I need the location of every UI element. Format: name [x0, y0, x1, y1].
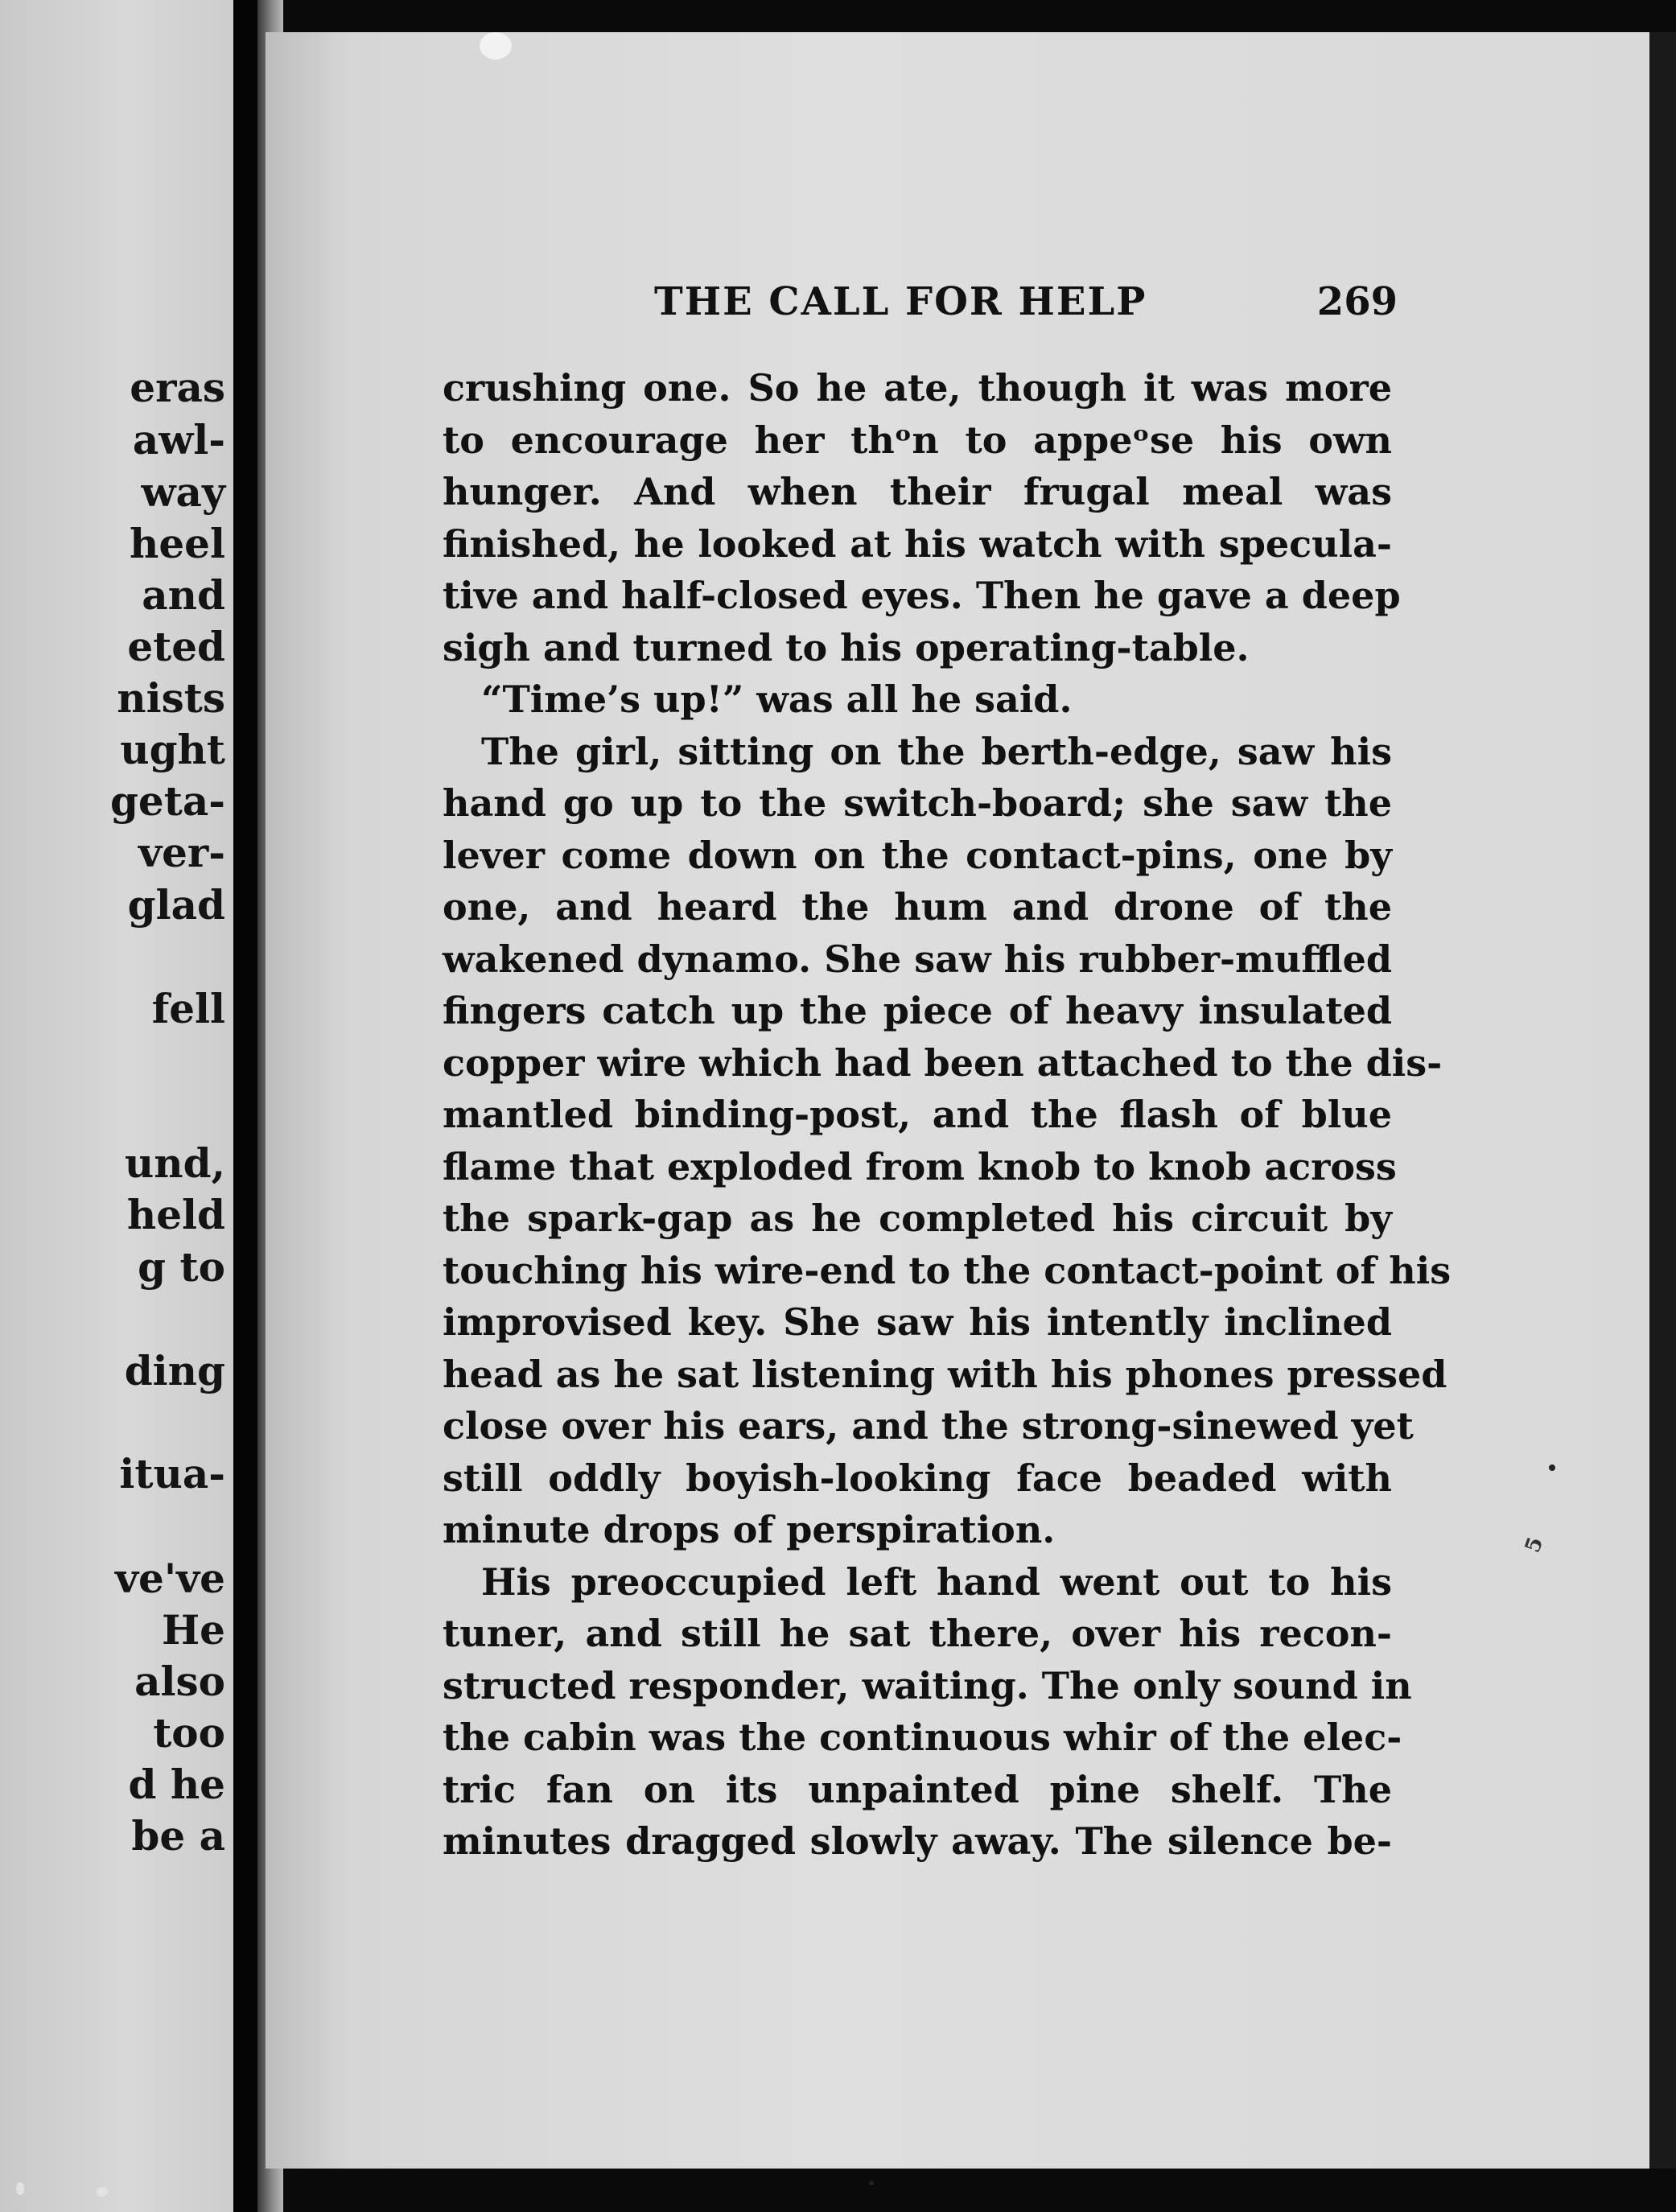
- text-line: wakened dynamo. She saw his rubber-muffled: [443, 937, 1392, 981]
- scan-speck: [16, 2182, 24, 2195]
- left-page-line: fell: [151, 985, 225, 1032]
- text-line: finished, he looked at his watch with specula-: [443, 521, 1392, 566]
- left-page-line: be a: [131, 1812, 225, 1860]
- text-line: head as he sat listening with his phones pressed: [443, 1352, 1447, 1396]
- scan-speck: [869, 2181, 874, 2185]
- left-page-line: and: [142, 571, 225, 619]
- text-line: lever come down on the contact-pins, one by: [443, 833, 1392, 877]
- text-line: flame that exploded from knob to knob across: [443, 1144, 1397, 1188]
- text-line: sigh and turned to his operating-table.: [443, 625, 1250, 669]
- left-page-line: heel: [130, 520, 225, 567]
- text-line: improvised key. She saw his intently inclined: [443, 1300, 1392, 1344]
- left-page-line: geta-: [109, 777, 225, 825]
- page-edge-shadow: [1649, 32, 1676, 2169]
- text-line: “Time’s up!” was all he said.: [481, 678, 1073, 721]
- scan-speck: [1549, 1464, 1555, 1471]
- left-page-line: also: [134, 1658, 225, 1705]
- text-line: the cabin was the continuous whir of the elec-: [443, 1716, 1402, 1759]
- left-page-line: nists: [117, 674, 225, 722]
- left-page-line: ver-: [138, 829, 225, 876]
- text-line: minutes dragged slowly away. The silence be-: [443, 1819, 1392, 1863]
- page-number: 269: [1316, 279, 1398, 324]
- left-page-line: eras: [130, 364, 225, 411]
- scan-speck: [480, 32, 512, 60]
- text-line: minute drops of perspiration.: [443, 1508, 1056, 1551]
- text-line: tive and half-closed eyes. Then he gave a deep: [443, 574, 1401, 617]
- left-page-line: ught: [120, 726, 225, 773]
- left-page-line: glad: [127, 881, 225, 929]
- left-page-line: itua-: [119, 1450, 225, 1497]
- left-page-line: und,: [124, 1139, 225, 1187]
- text-line: hunger. And when their frugal meal was: [443, 470, 1392, 513]
- book-gutter: [233, 0, 257, 2212]
- left-page-line: ve've: [114, 1555, 225, 1602]
- text-line: to encourage her thᵒn to appeᵒse his own: [443, 418, 1392, 462]
- text-line: The girl, sitting on the berth-edge, saw his: [481, 729, 1392, 773]
- text-line: close over his ears, and the strong-sinewed yet: [443, 1404, 1414, 1448]
- text-line: tric fan on its unpainted pine shelf. The: [443, 1767, 1392, 1811]
- running-head: [654, 270, 1398, 334]
- left-page-line: eted: [127, 623, 225, 670]
- left-page-line: g to: [138, 1243, 225, 1291]
- scan-speck: [97, 2187, 108, 2197]
- margin-mark: 5: [1520, 1534, 1549, 1556]
- running-title: THE CALL FOR HELP: [654, 279, 1147, 324]
- left-page-line: awl-: [132, 416, 225, 463]
- left-page-line: held: [126, 1191, 225, 1238]
- text-line: copper wire which had been attached to the dis-: [443, 1040, 1443, 1085]
- text-line: the spark-gap as he completed his circuit by: [443, 1197, 1392, 1240]
- left-page-line: too: [153, 1709, 225, 1757]
- body-text: [443, 362, 1452, 1868]
- text-line: still oddly boyish-looking face beaded with: [443, 1456, 1392, 1500]
- left-page-line: ding: [124, 1347, 225, 1394]
- text-line: crushing one. So he ate, though it was more: [443, 366, 1392, 410]
- text-line: touching his wire-end to the contact-point of his: [443, 1248, 1452, 1292]
- text-line: mantled binding-post, and the flash of blue: [443, 1093, 1392, 1136]
- text-line: tuner, and still he sat there, over his recon-: [443, 1612, 1392, 1655]
- text-line: structed responder, waiting. The only sound in: [443, 1663, 1412, 1707]
- text-line: His preoccupied left hand went out to his: [481, 1559, 1392, 1604]
- facing-page-left: [0, 0, 233, 2212]
- left-page-line: d he: [128, 1761, 225, 1808]
- text-line: one, and heard the hum and drone of the: [443, 885, 1392, 929]
- left-page-line: way: [141, 468, 225, 516]
- text-line: hand go up to the switch-board; she saw the: [443, 781, 1392, 825]
- left-page-line: He: [161, 1606, 225, 1654]
- text-line: fingers catch up the piece of heavy insulated: [443, 989, 1392, 1032]
